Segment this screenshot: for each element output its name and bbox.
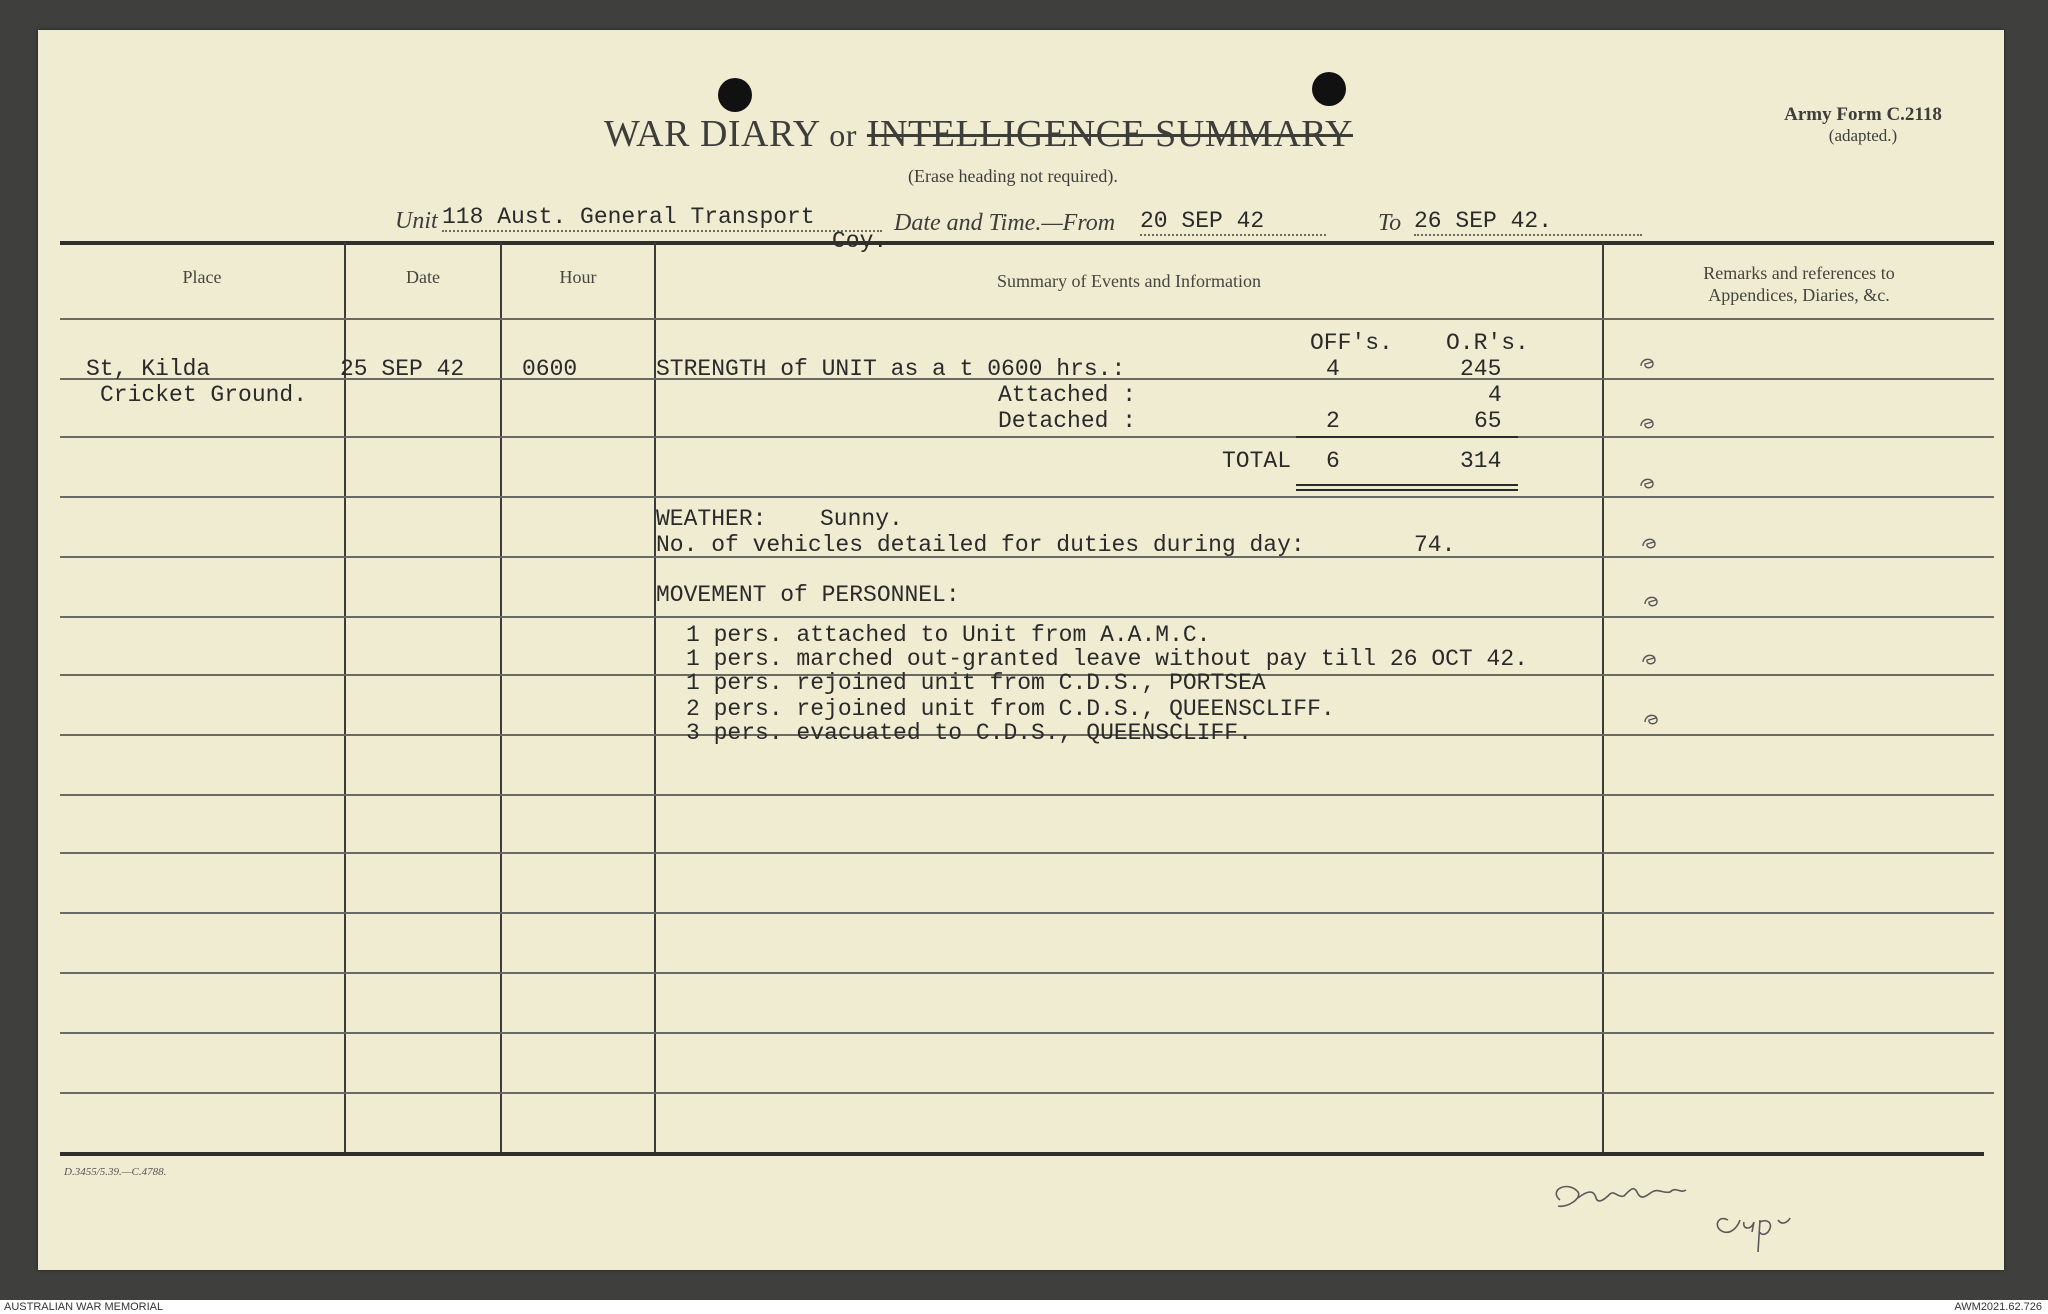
- date-from-value: 20 SEP 42: [1140, 208, 1326, 236]
- remarks-tick-icon: [1638, 354, 1658, 372]
- col-header-remarks: [1604, 262, 1994, 306]
- ruled-line: [60, 912, 1994, 914]
- subtitle-erase-heading: (Erase heading not required).: [908, 166, 1118, 186]
- ruled-line: [60, 1092, 1994, 1094]
- strength-ors: 245: [1460, 356, 1502, 382]
- unit-value: 118 Aust. General Transport: [442, 204, 882, 232]
- attached-ors: 4: [1488, 382, 1502, 408]
- strength-offs: 4: [1326, 356, 1340, 382]
- vehicles-label: No. of vehicles detailed for duties during day:: [656, 532, 1305, 558]
- remarks-tick-icon: [1642, 710, 1662, 728]
- total-ors: 314: [1460, 448, 1502, 474]
- punch-hole: [718, 78, 752, 112]
- movement-item: 1 pers. attached to Unit from A.A.M.C.: [686, 622, 1211, 648]
- remarks-tick-icon: [1638, 414, 1658, 432]
- ruled-line: [60, 972, 1994, 974]
- ruled-line: [60, 794, 1994, 796]
- total-offs: 6: [1326, 448, 1340, 474]
- col-header-date: Date: [406, 267, 440, 287]
- footer-archive-name: AUSTRALIAN WAR MEMORIAL: [4, 1301, 164, 1313]
- war-diary-page: [38, 30, 2004, 1270]
- weather-label: WEATHER:: [656, 506, 767, 532]
- movement-item: 3 pers. evacuated to C.D.S., QUEENSCLIFF.: [686, 720, 1252, 746]
- title-struck-intelligence-summary: INTELLIGENCE SUMMARY: [866, 113, 1353, 155]
- movement-item: 1 pers. rejoined unit from C.D.S., PORTSEA: [686, 670, 1266, 696]
- form-code: D.3455/5.39.—C.4788.: [64, 1166, 167, 1178]
- entry-place-line1: St, Kilda: [86, 356, 211, 382]
- total-double-rule: [1296, 489, 1518, 491]
- date-to-label: To: [1378, 210, 1402, 236]
- date-from-label: Date and Time.—From: [894, 210, 1116, 236]
- unit-label: Unit: [395, 208, 438, 234]
- detached-label: Detached :: [998, 408, 1137, 434]
- army-form-note: (adapted.): [1828, 126, 1898, 145]
- total-label: TOTAL: [1222, 448, 1292, 474]
- offs-column-head: OFF's.: [1310, 330, 1393, 356]
- ruled-line: [60, 318, 1994, 320]
- entry-place-line2: Cricket Ground.: [100, 382, 308, 408]
- detached-ors: 65: [1474, 408, 1502, 434]
- ruled-line: [60, 1032, 1994, 1034]
- archive-footer: [0, 1300, 2048, 1314]
- page-title: [604, 112, 1353, 156]
- remarks-header-line1: Remarks and references to: [1703, 263, 1895, 283]
- remarks-header-line2: Appendices, Diaries, &c.: [1708, 285, 1890, 305]
- remarks-tick-icon: [1638, 474, 1658, 492]
- total-double-rule: [1296, 484, 1518, 486]
- total-rule: [1296, 436, 1518, 438]
- movement-item: 2 pers. rejoined unit from C.D.S., QUEENSCLIFF.: [686, 696, 1335, 722]
- date-to-value: 26 SEP 42.: [1414, 208, 1642, 236]
- ors-column-head: O.R's.: [1446, 330, 1529, 356]
- ruled-line: [60, 616, 1994, 618]
- ruled-line: [60, 852, 1994, 854]
- title-or: or: [829, 117, 857, 153]
- army-form-name: Army Form C.2118: [1784, 104, 1942, 125]
- ruled-line: [60, 436, 1994, 438]
- entry-date: 25 SEP 42: [340, 356, 465, 382]
- movement-label: MOVEMENT of PERSONNEL:: [656, 582, 960, 608]
- remarks-tick-icon: [1642, 592, 1662, 610]
- attached-label: Attached :: [998, 382, 1137, 408]
- remarks-tick-icon: [1640, 534, 1660, 552]
- weather-value: Sunny.: [820, 506, 903, 532]
- table-bottom-rule: [60, 1152, 1984, 1156]
- entry-hour: 0600: [522, 356, 578, 382]
- col-header-place: Place: [182, 267, 222, 287]
- title-war-diary: WAR DIARY: [604, 113, 820, 155]
- table-top-rule: [60, 241, 1994, 245]
- punch-hole: [1312, 72, 1346, 106]
- remarks-tick-icon: [1640, 650, 1660, 668]
- col-header-summary: Summary of Events and Information: [997, 271, 1261, 291]
- footer-record-id: AWM2021.62.726: [1954, 1301, 2042, 1313]
- signature-icon: [1538, 1160, 1858, 1270]
- strength-label: STRENGTH of UNIT as a t 0600 hrs.:: [656, 356, 1126, 382]
- col-header-hour: Hour: [559, 267, 597, 287]
- vehicles-value: 74.: [1414, 532, 1456, 558]
- detached-offs: 2: [1326, 408, 1340, 434]
- movement-item: 1 pers. marched out-granted leave without pay till 26 OCT 42.: [686, 646, 1528, 672]
- ruled-line: [60, 496, 1994, 498]
